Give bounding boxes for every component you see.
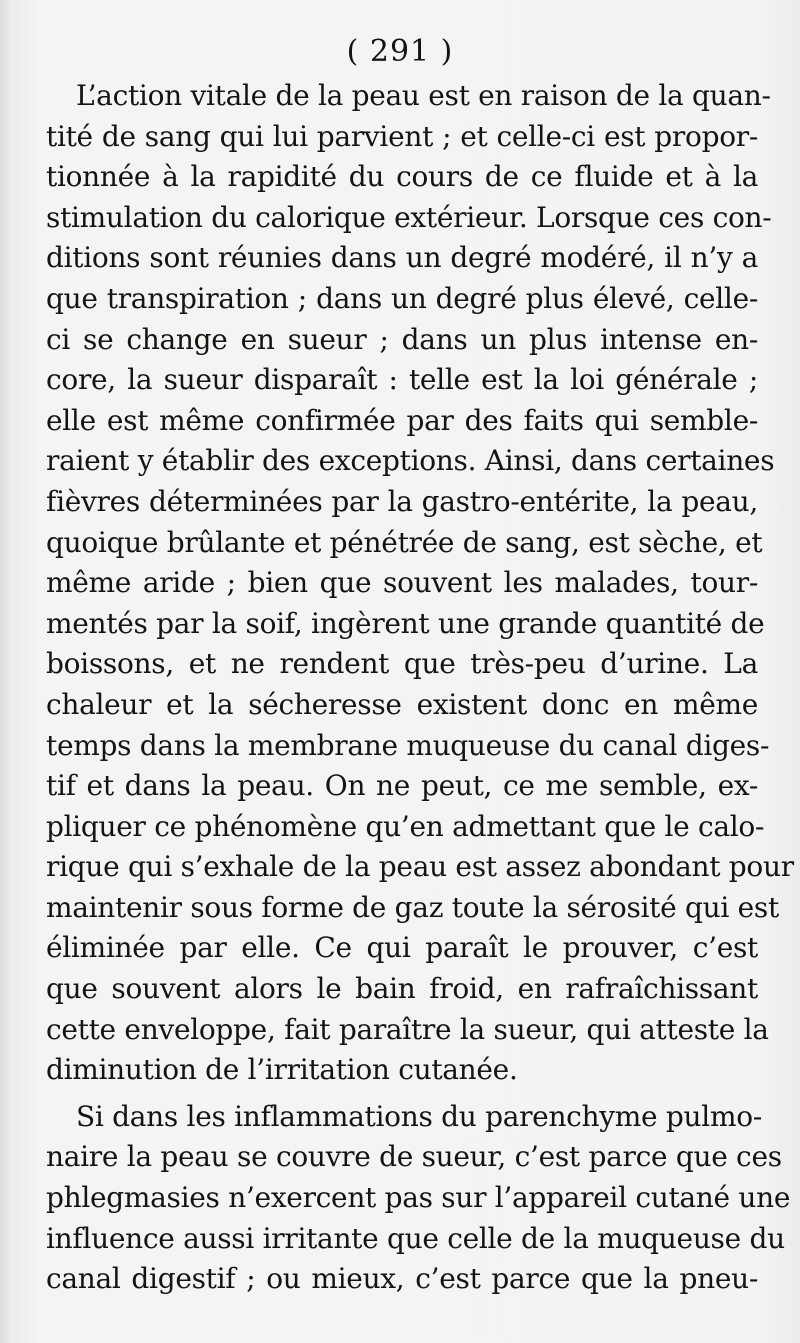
text-line: cette enveloppe, fait paraître la sueur, qui atteste la xyxy=(46,1012,769,1046)
body-text xyxy=(46,76,794,1300)
text-line: ditions sont réunies dans un degré modéré, il n’y a xyxy=(46,241,758,275)
text-line: pliquer ce phénomène qu’en admettant que le calo- xyxy=(46,809,765,843)
text-line: diminution de l’irritation cutanée. xyxy=(46,1053,518,1087)
text-line: ci se change en sueur ; dans un plus intense en- xyxy=(46,322,758,356)
text-line: rique qui s’exhale de la peau est assez abondant pour xyxy=(46,850,794,884)
text-line: mentés par la soif, ingèrent une grande quantité de xyxy=(46,606,765,640)
text-line: fièvres déterminées par la gastro-entérite, la peau, xyxy=(46,484,758,518)
paragraph-1 xyxy=(46,76,794,1091)
text-line: tionnée à la rapidité du cours de ce fluide et à la xyxy=(46,160,758,194)
text-line: naire la peau se couvre de sueur, c’est parce que ces xyxy=(46,1140,782,1174)
text-line: boissons, et ne rendent que très-peu d’urine. La xyxy=(46,647,758,681)
text-line: quoique brûlante et pénétrée de sang, est sèche, et xyxy=(46,525,763,559)
paragraph-2 xyxy=(46,1097,791,1300)
text-line: Si dans les inflammations du parenchyme pulmo- xyxy=(76,1099,762,1133)
text-line: core, la sueur disparaît : telle est la loi générale ; xyxy=(46,363,758,397)
text-line: elle est même confirmée par des faits qui semble- xyxy=(46,403,758,437)
text-line: influence aussi irritante que celle de la muqueuse du xyxy=(46,1221,785,1255)
text-line: tité de sang qui lui parvient ; et celle-ci est propor- xyxy=(46,119,758,153)
page-number: ( 291 ) xyxy=(346,34,454,69)
text-line: temps dans la membrane muqueuse du canal diges- xyxy=(46,728,770,762)
text-line: maintenir sous forme de gaz toute la sérosité qui est xyxy=(46,890,779,924)
text-line: chaleur et la sécheresse existent donc en même xyxy=(46,687,758,721)
text-line: canal digestif ; ou mieux, c’est parce que la pneu- xyxy=(46,1262,758,1296)
text-line: stimulation du calorique extérieur. Lorsque ces con- xyxy=(46,200,772,234)
text-line: L’action vitale de la peau est en raison de la quan- xyxy=(76,79,771,112)
text-line: phlegmasies n’exercent pas sur l’appareil cutané une xyxy=(46,1181,791,1215)
text-line: raient y établir des exceptions. Ainsi, dans certaines xyxy=(46,444,775,478)
text-line: éliminée par elle. Ce qui paraît le prouver, c’est xyxy=(46,931,758,965)
text-line: que souvent alors le bain froid, en rafraîchissant xyxy=(46,972,758,1006)
text-line: que transpiration ; dans un degré plus élevé, celle- xyxy=(46,281,758,315)
text-line: tif et dans la peau. On ne peut, ce me semble, ex- xyxy=(46,769,758,803)
text-line: même aride ; bien que souvent les malades, tour- xyxy=(46,566,758,600)
